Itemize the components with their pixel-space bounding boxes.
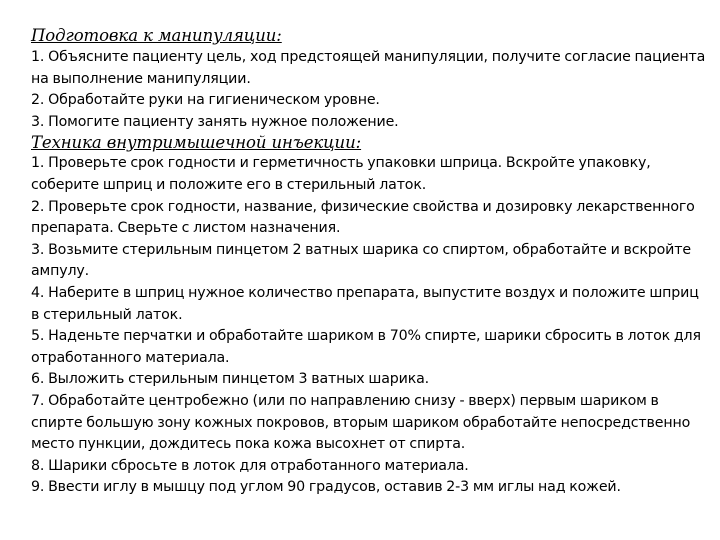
technique-step-9: 9. Ввести иглу в мышцу под углом 90 градусов, оставив 2-3 мм иглы над кожей. — [31, 479, 621, 496]
slide-content — [31, 26, 707, 499]
technique-section — [31, 133, 707, 499]
technique-step-1: 1. Проверьте срок годности и герметичность упаковки шприца. Вскройте упаковку, соберите шприц и положите его в стерильный латок. — [31, 155, 651, 193]
technique-step-7: 7. Обработайте центробежно (или по направлению снизу - вверх) первым шариком в спирте большую зону кожных покровов, вторым шариком обработайте непосредственно место пункции, дождитесь пока кожа высохнет от спирта. — [31, 392, 691, 453]
preparation-step-2: 2. Обработайте руки на гигиеническом уровне. — [31, 92, 380, 109]
preparation-heading: Подготовка к манипуляции: — [31, 26, 282, 45]
technique-step-8: 8. Шарики сбросьте в лоток для отработанного материала. — [31, 457, 469, 474]
preparation-step-1: 1. Объясните пациенту цель, ход предстоящей манипуляции, получите согласие пациента на выполнение манипуляции. — [31, 49, 706, 87]
technique-step-4: 4. Наберите в шприц нужное количество препарата, выпустите воздух и положите шприц в стерильный латок. — [31, 284, 699, 323]
technique-step-3: 3. Возьмите стерильным пинцетом 2 ватных шарика со спиртом, обработайте и вскройте ампулу. — [31, 241, 691, 280]
technique-heading: Техника внутримышечной инъекции: — [31, 133, 362, 153]
preparation-step-3: 3. Помогите пациенту занять нужное положение. — [31, 113, 399, 130]
preparation-section — [31, 26, 707, 133]
technique-step-5: 5. Наденьте перчатки и обработайте шариком в 70% спирте, шарики сбросить в лоток для отработанного материала. — [31, 328, 701, 366]
technique-step-6: 6. Выложить стерильным пинцетом 3 ватных шарика. — [31, 371, 430, 388]
preparation-steps — [31, 47, 707, 133]
technique-steps — [31, 153, 707, 499]
technique-step-2: 2. Проверьте срок годности, название, физические свойства и дозировку лекарственного препарата. Сверьте с листом назначения. — [31, 198, 695, 237]
